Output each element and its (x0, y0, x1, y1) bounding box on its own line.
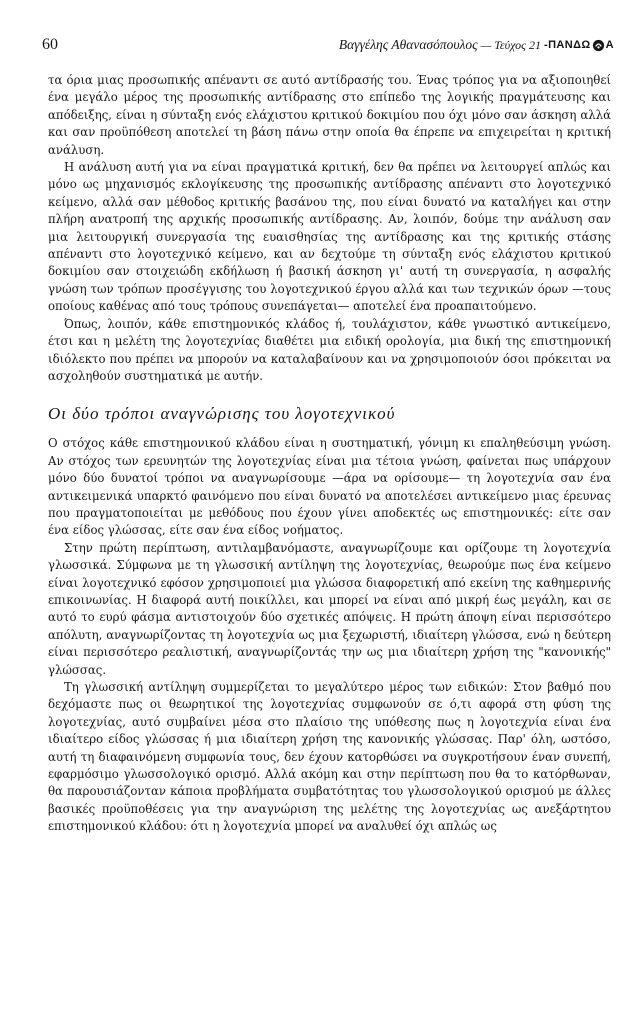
journal-dash: - (544, 39, 549, 51)
page-header (42, 30, 614, 60)
page-number: 60 (42, 36, 58, 53)
header-author: Βαγγέλης Αθανασόπουλος (338, 37, 478, 52)
journal-name-part2: Α (605, 39, 614, 51)
running-head (339, 37, 614, 53)
paragraph-5: Στην πρώτη περίπτωση, αντιλαμβανόμαστε, αναγνωρίζουμε και ορίζουμε τη λογοτεχνία γλωσσικά. Σύμφωνα με τη γλωσσική αντίληψη της λογοτεχνίας, θεωρούμε πως ένα κείμενο είναι λογοτεχνικό εφόσον χρησιμοποιεί μια γλώσσα διαφορετική από εκείνη της καθημερινής επικοινωνίας. Η διαφορά αυτή ποικίλλει, και μπορεί να είναι από μικρή έως μεγάλη, και σε αυτό το ευρύ φάσμα αντιστοιχούν δύο σχετικές απόψεις. Η πρώτη άποψη είναι περισσότερο απόλυτη, αναγνωρίζοντας τη λογοτεχνία ως μια ξεχωριστή, ιδιαίτερη γλώσσα, ενώ η δεύτερη είναι περισσότερο ρεαλιστική, αναγνωρίζοντάς την ως μια ιδιαίτερη χρήση της "κανονικής" γλώσσας. (48, 540, 611, 677)
paragraph-3: Όπως, λοιπόν, κάθε επιστημονικός κλάδος ή, τουλάχιστον, κάθε γνωστικό αντικείμενο, έτσι και η μελέτη της λογοτεχνίας διαθέτει μια ειδική ορολογία, μια δική της επιστημονική ιδιόλεκτο που πρέπει να μπορούν να καταλαβαίνουν και να χρησιμοποιούν όσοι πρόκειται να ασχοληθούν συστηματικά με αυτήν. (48, 316, 611, 383)
section-heading: Οι δύο τρόποι αναγνώρισης του λογοτεχνικού (48, 404, 396, 424)
header-separator: — (480, 37, 492, 52)
journal-name-part1: ΠΑΝΔΩ (548, 39, 591, 51)
article-body (48, 72, 611, 836)
paragraph-6: Τη γλωσσική αντίληψη συμμερίζεται το μεγαλύτερο μέρος των ειδικών: Στον βαθμό που δεχόμαστε πως οι θεωρητικοί της λογοτεχνίας συμφωνούν σε ό,τι αφορά στη φύση της λογοτεχνίας, αυτό συμβαίνει μέσα στο πλαίσιο της υπόθεσης πως η λογοτεχνία είναι ένα ιδιαίτερο είδος γλώσσας ή μια ιδιαίτερη χρήση της κανονικής γλώσσας. Παρ' όλη, ωστόσο, αυτή τη διαφαινόμενη συμφωνία τους, δεν έχουν κατορθώσει να συγκροτήσουν έναν συνεπή, εφαρμόσιμο γλωσσολογικό ορισμό. Αλλά ακόμη και στην περίπτωση που θα το κατόρθωναν, θα παρουσιάζονταν κάποια προβλήματα συμβατότητας του γλωσσολογικού ορισμού με άλλες βασικές προϋποθέσεις για την αναγνώριση της μελέτης της λογοτεχνίας ως ανεξάρτητου επιστημονικού κλάδου: ότι η λογοτεχνία μπορεί να αναλυθεί όχι απλώς ως (48, 680, 611, 834)
paragraph-1: τα όρια μιας προσωπικής απέναντι σε αυτό αντίδρασής του. Ένας τρόπος για να αξιοποιηθεί ένα μεγάλο μέρος της προσωπικής αντίδρασης στο επίπεδο της λογικής πραγμάτευσης και απόδειξης, είναι η σύνταξη ενός ελάχιστου κριτικού δοκιμίου που όχι μόνο σαν άσκηση αλλά και σαν προϋπόθεση αποτελεί τη βάση πάνω στην οποία θα έπρεπε να επιχειρείται η κριτική ανάλυση. (48, 73, 611, 157)
journal-logo (544, 39, 614, 52)
paragraph-4: Ο στόχος κάθε επιστημονικού κλάδου είναι η συστηματική, γόνιμη κι επαληθεύσιμη γνώση. Αν στόχος των ερευνητών της λογοτεχνίας είναι μια τέτοια γνώση, φαίνεται πως υπάρχουν μόνο δύο δυνατοί τρόποι να αναγνωρίσουμε —άρα να ορίσουμε— τη λογοτεχνία σαν ένα αντικειμενικά υπαρκτό φαινόμενο που είναι δυνατό να αποτελέσει αντικείμενο μιας έρευνας που πραγματοποιείται με μεθόδους που έχουν γίνει αποδεκτές ως επιστημονικές: είτε σαν ένα είδος γλώσσας, είτε σαν ένα είδος νοήματος. (48, 436, 611, 538)
header-issue: Τεύχος 21 (494, 37, 541, 52)
pandora-logo-icon (592, 39, 605, 52)
paragraph-2: Η ανάλυση αυτή για να είναι πραγματικά κριτική, δεν θα πρέπει να λειτουργεί απλώς και μόνο ως μηχανισμός εκλογίκευσης της προσωπικής αντίδρασης απέναντι στο λογοτεχνικό κείμενο, αλλά σαν μέθοδος κριτικής βασάνου της, που είναι δυνατό να καταλήγει και στην πλήρη ανατροπή της αρχικής προσωπικής αντίδρασης. Αν, λοιπόν, δούμε την ανάλυση σαν μια λειτουργική συνεργασία της ευαισθησίας της αντίδρασης και της κριτικής στάσης απέναντι στο λογοτεχνικό κείμενο, και αν δεχτούμε τη σύνταξη ενός ελάχιστου κριτικού δοκιμίου σαν στοιχειώδη εκδήλωση ή βασική άσκηση γι' αυτή τη συνεργασία, η ασφαλής γνώση των τρόπων προσέγγισης του λογοτεχνικού έργου αλλά και των τεχνικών όρων —τους οποίους καθένας από τους τρόπους συνεπάγεται— αποτελεί ένα προαπαιτούμενο. (48, 160, 611, 314)
